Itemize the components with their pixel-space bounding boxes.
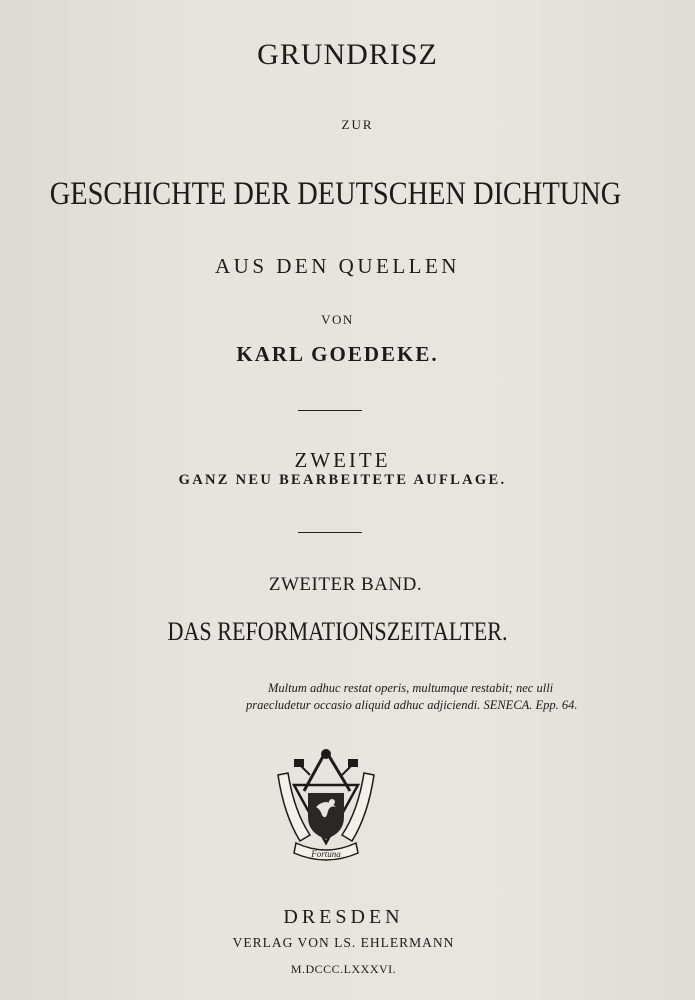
epigraph-line-1: Multum adhuc restat operis, multumque restabit; nec ulli (268, 681, 554, 695)
edition-number: ZWEITE (294, 448, 391, 472)
title-zur: ZUR (341, 117, 374, 132)
title-grundrisz: GRUNDRISZ (257, 38, 438, 71)
volume-title: DAS REFORMATIONSZEITALTER. (167, 617, 508, 646)
divider-rule (298, 410, 362, 411)
author-name: KARL GOEDEKE. (236, 342, 439, 366)
epigraph-line-2: praecludetur occasio aliquid adhuc adjiciendi. SENECA. Epp. 64. (246, 698, 578, 712)
title-main: GESCHICHTE DER DEUTSCHEN DICHTUNG (49, 176, 622, 212)
printer-device-emblem-icon (270, 745, 382, 863)
title-von: VON (321, 312, 354, 327)
imprint-year: M.DCCC.LXXXVI. (290, 962, 397, 976)
imprint-publisher: VERLAG VON LS. EHLERMANN (232, 935, 455, 950)
volume-number: ZWEITER BAND. (268, 574, 423, 595)
divider-rule (298, 532, 362, 533)
imprint-city: DRESDEN (283, 906, 404, 928)
emblem-motto: Fortuna (311, 849, 341, 859)
edition-description: GANZ NEU BEARBEITETE AUFLAGE. (178, 472, 507, 488)
title-aus-den-quellen: AUS DEN QUELLEN (215, 254, 460, 278)
